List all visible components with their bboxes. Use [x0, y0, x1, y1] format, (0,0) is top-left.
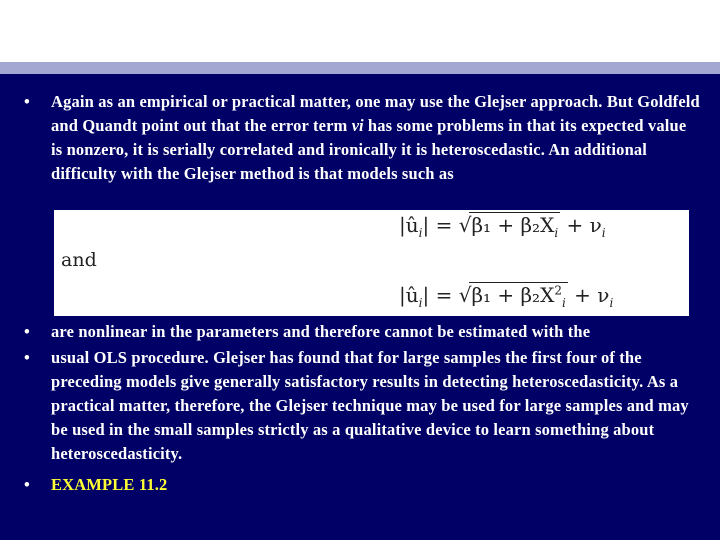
error-term-var: vi [351, 116, 364, 135]
bullet-text: are nonlinear in the parameters and therefore cannot be estimated with the [51, 322, 591, 341]
bullet-dot: • [24, 322, 30, 341]
header-band [0, 62, 720, 74]
and-label: and [61, 249, 97, 271]
bullet-nonlinear [24, 320, 701, 344]
bullet-dot: • [24, 348, 30, 367]
formula-image [54, 210, 689, 316]
title-area [0, 0, 720, 62]
bullet-text-part2: has some problems in that its expected value is nonzero, it is serially correlated and ironically it is heteroscedastic. An additional difficulty with the Glejser method is that models such as [51, 116, 687, 183]
bullet-ols-procedure [24, 346, 701, 466]
bullet-example [24, 473, 701, 497]
bullet-glejser-approach [24, 90, 701, 186]
bullet-text-part1: Again as an empirical or practical matter, one may use the Glejser approach. But Goldfeld and Quandt point out that the error term [51, 92, 700, 135]
equation-sqrt-x: $|û_i| = √\beta_1 + \beta_2X_i + \nu_i$ [399, 213, 606, 240]
bullet-dot: • [24, 475, 30, 494]
bullet-text: usual OLS procedure. Glejser has found that for large samples the first four of the preceding models give generally satisfactory results in detecting heteroscedasticity. As a practical matter, therefore, the Glejser technique may be used for large samples and may be used in the small samples strictly as a qualitative device to learn something about heteroscedasticity. [51, 348, 689, 463]
equation-sqrt-x-squared: $|û_i| = √\beta_1 + \beta_2X^2_i + \nu_i$ [399, 283, 614, 310]
example-label: EXAMPLE 11.2 [51, 475, 168, 494]
bullet-dot: • [24, 92, 30, 111]
